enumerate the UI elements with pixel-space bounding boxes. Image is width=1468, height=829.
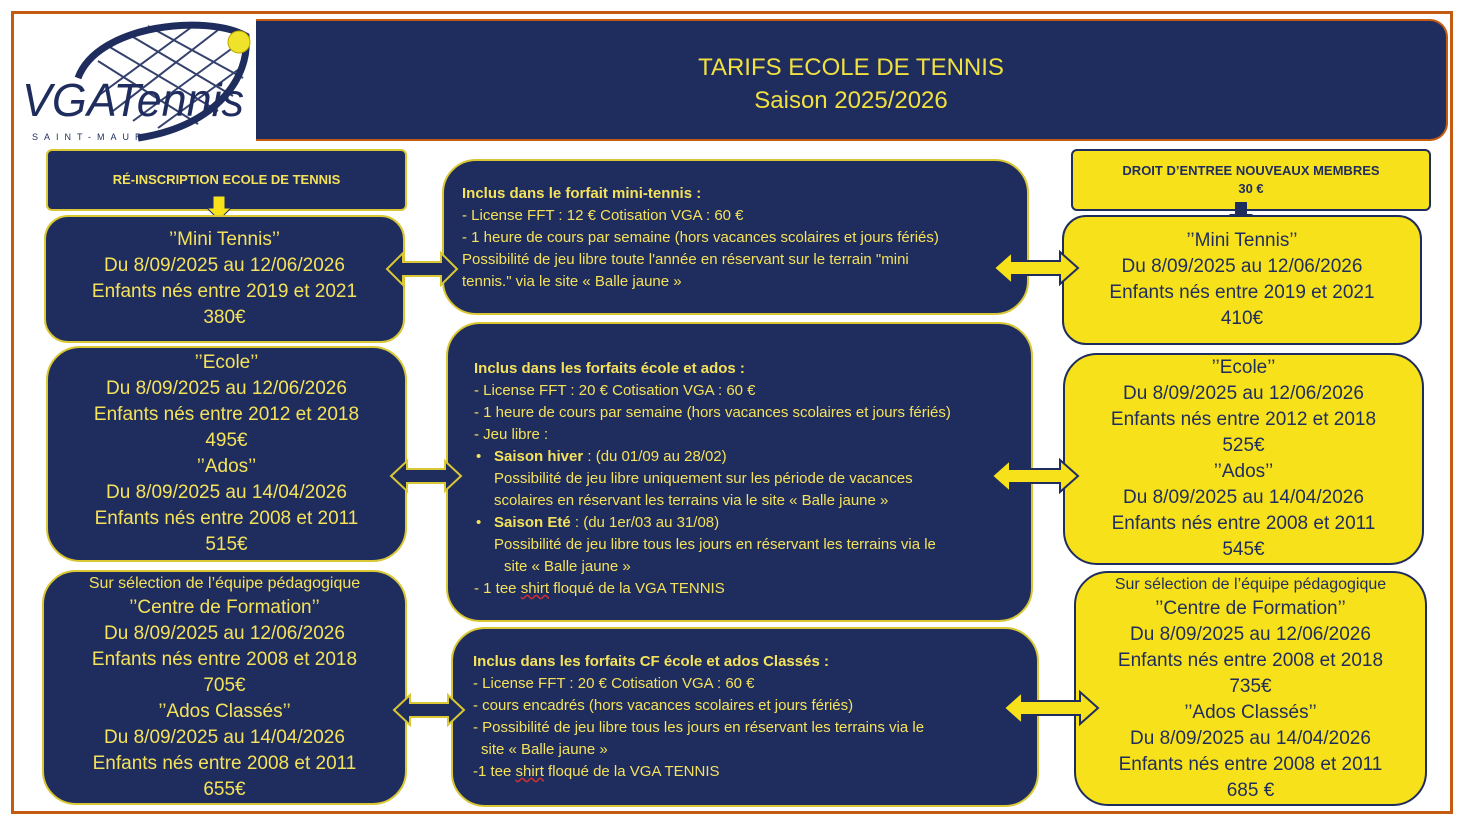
left-ecole-price: 495€: [205, 430, 248, 451]
left-cf-price: 705€: [203, 674, 246, 696]
right-ados-name: ’’Ados’’: [1213, 461, 1274, 482]
left-ados-name: ’’Ados’’: [196, 456, 257, 477]
new-members-header-label: DROIT D’ENTREE NOUVEAUX MEMBRES: [1122, 163, 1380, 178]
tee-text: floqué de la VGA TENNIS: [549, 580, 725, 597]
left-ados-price: 515€: [205, 534, 248, 555]
info-mini-line: - 1 heure de cours par semaine (hors vacances scolaires et jours fériés): [462, 229, 939, 246]
info-mini-tennis: [442, 159, 1029, 315]
info-cf-classes: [451, 627, 1039, 807]
info-ecole-line: scolaires en réservant les terrains via le site « Balle jaune »: [494, 492, 889, 509]
saison-hiver-dates: : (du 01/09 au 28/02): [583, 448, 727, 465]
left-ados-dates: Du 8/09/2025 au 14/04/2026: [106, 482, 347, 503]
left-mini-tennis-card: [44, 215, 405, 343]
right-mini-dates: Du 8/09/2025 au 12/06/2026: [1121, 256, 1363, 277]
right-cf-price: 735€: [1229, 675, 1272, 697]
info-cf-title: Inclus dans les forfaits CF école et ados Classés :: [473, 653, 829, 670]
right-mini-tennis-card: [1062, 215, 1422, 345]
left-mini-name: ’’Mini Tennis’’: [169, 229, 280, 250]
left-mini-dates: Du 8/09/2025 au 12/06/2026: [104, 255, 345, 276]
right-selection-note: Sur sélection de l’équipe pédagogique: [1114, 575, 1387, 593]
tee-text: - 1 tee: [474, 580, 521, 597]
right-adosc-name: ’’Ados Classés’’: [1184, 701, 1317, 723]
left-ecole-dates: Du 8/09/2025 au 12/06/2026: [106, 378, 347, 399]
right-adosc-dates: Du 8/09/2025 au 14/04/2026: [1130, 727, 1371, 749]
info-ecole-line: - 1 heure de cours par semaine (hors vacances scolaires et jours fériés): [474, 404, 951, 421]
right-adosc-ages: Enfants nés entre 2008 et 2011: [1118, 753, 1383, 775]
tee-text: shirt: [520, 580, 550, 597]
left-ecole-name: ’’Ecole’’: [194, 352, 259, 373]
info-ecole-title: Inclus dans les forfaits école et ados :: [474, 360, 745, 377]
info-cf-line: site « Balle jaune »: [481, 741, 608, 758]
info-cf-line: - Possibilité de jeu libre tous les jours en réservant les terrains via le: [473, 719, 925, 736]
right-ados-dates: Du 8/09/2025 au 14/04/2026: [1123, 487, 1364, 508]
info-ecole-line: site « Balle jaune »: [504, 558, 631, 575]
left-cf-ages: Enfants nés entre 2008 et 2018: [91, 648, 358, 670]
info-ecole-line: - Jeu libre :: [474, 426, 549, 443]
info-ecole-line: - License FFT : 20 € Cotisation VGA : 60 €: [474, 382, 756, 399]
left-adosc-dates: Du 8/09/2025 au 14/04/2026: [104, 726, 345, 748]
double-arrow-icon: [394, 693, 464, 727]
info-ecole-ados: [446, 322, 1033, 622]
right-cf-name: ’’Centre de Formation’’: [1155, 597, 1346, 619]
info-ecole-tee-line: [474, 578, 1031, 600]
saison-ete-dates: : (du 1er/03 au 31/08): [570, 514, 720, 531]
saison-ete-label: Saison Eté: [494, 514, 571, 531]
left-cf-name: ’’Centre de Formation’’: [129, 596, 320, 618]
vga-tennis-logo: [18, 16, 256, 144]
bullet-saison-ete: • Saison Eté : (du 1er/03 au 31/08): [476, 514, 720, 531]
logo-subtitle: SAINT-MAUR: [32, 132, 148, 142]
double-arrow-icon: [387, 251, 457, 287]
new-members-fee: 30 €: [1238, 181, 1264, 196]
right-mini-name: ’’Mini Tennis’’: [1186, 230, 1298, 251]
page-title: TARIFS ECOLE DE TENNIS: [698, 54, 1004, 81]
info-ecole-line: Possibilité de jeu libre tous les jours en réservant les terrains via le: [494, 536, 936, 553]
left-cf-card: [42, 570, 407, 805]
left-adosc-price: 655€: [203, 778, 246, 800]
double-arrow-icon: [1004, 690, 1098, 726]
right-mini-ages: Enfants nés entre 2019 et 2021: [1109, 282, 1375, 303]
tee-text: shirt: [515, 763, 544, 780]
info-cf-line: - License FFT : 20 € Cotisation VGA : 60 €: [473, 675, 755, 692]
right-ecole-ados-card: [1063, 353, 1424, 565]
tee-text: -1 tee: [473, 763, 516, 780]
right-ecole-ages: Enfants nés entre 2012 et 2018: [1110, 409, 1377, 430]
season-label: Saison 2025/2026: [754, 87, 948, 114]
double-arrow-icon: [994, 250, 1078, 286]
left-mini-ages: Enfants nés entre 2019 et 2021: [91, 281, 358, 302]
title-banner: [256, 19, 1448, 141]
info-mini-line: - License FFT : 12 € Cotisation VGA : 60 €: [462, 207, 744, 224]
right-cf-dates: Du 8/09/2025 au 12/06/2026: [1130, 623, 1371, 645]
info-cf-tee-line: [473, 761, 1037, 783]
info-mini-title: Inclus dans le forfait mini-tennis :: [462, 185, 702, 202]
logo-wordmark: VGATennis: [22, 74, 244, 126]
info-cf-line: - cours encadrés (hors vacances scolaires et jours fériés): [473, 697, 854, 714]
left-selection-note: Sur sélection de l’équipe pédagogique: [88, 574, 361, 592]
left-ecole-ages: Enfants nés entre 2012 et 2018: [93, 404, 360, 425]
right-cf-card: [1074, 571, 1427, 806]
tee-text: floqué de la VGA TENNIS: [543, 763, 720, 780]
saison-hiver-label: Saison hiver: [494, 448, 584, 465]
left-ados-ages: Enfants nés entre 2008 et 2011: [94, 508, 359, 529]
double-arrow-icon: [992, 458, 1078, 494]
left-adosc-name: ’’Ados Classés’’: [158, 700, 291, 722]
right-ados-ages: Enfants nés entre 2008 et 2011: [1111, 513, 1376, 534]
info-mini-line: tennis." via le site « Balle jaune »: [462, 273, 682, 290]
info-mini-line: Possibilité de jeu libre toute l'année en réservant sur le terrain "mini: [462, 251, 909, 268]
right-cf-ages: Enfants nés entre 2008 et 2018: [1117, 649, 1384, 671]
double-arrow-icon: [391, 459, 461, 493]
right-ados-price: 545€: [1222, 539, 1265, 560]
right-adosc-price: 685 €: [1226, 779, 1275, 801]
left-mini-price: 380€: [203, 307, 246, 328]
right-ecole-price: 525€: [1222, 435, 1265, 456]
right-ecole-dates: Du 8/09/2025 au 12/06/2026: [1123, 383, 1364, 404]
left-cf-dates: Du 8/09/2025 au 12/06/2026: [104, 622, 345, 644]
left-adosc-ages: Enfants nés entre 2008 et 2011: [92, 752, 357, 774]
bullet-saison-hiver: • Saison hiver : (du 01/09 au 28/02): [476, 448, 727, 465]
reinscription-header-label: RÉ-INSCRIPTION ECOLE DE TENNIS: [112, 172, 341, 187]
right-ecole-name: ’’Ecole’’: [1211, 357, 1276, 378]
left-ecole-ados-card: [46, 346, 407, 562]
right-mini-price: 410€: [1220, 308, 1264, 329]
info-ecole-line: Possibilité de jeu libre uniquement sur les période de vacances: [494, 470, 913, 487]
